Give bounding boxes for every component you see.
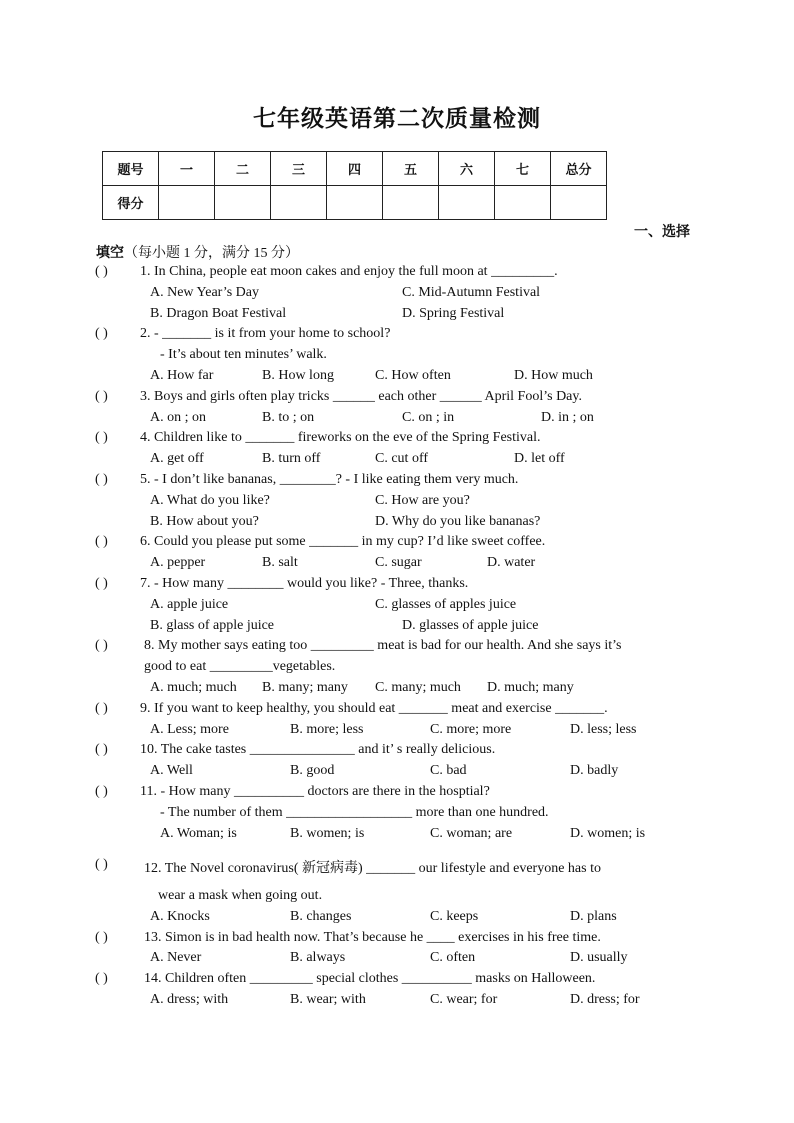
- answer-option[interactable]: D. glasses of apple juice: [402, 618, 539, 633]
- answer-bracket[interactable]: ( ): [95, 930, 108, 945]
- question-stem: 10. The cake tastes _______________ and it’ s really delicious.: [140, 742, 496, 757]
- question-stem-continuation: wear a mask when going out.: [158, 888, 323, 903]
- answer-option[interactable]: A. get off: [150, 451, 204, 466]
- answer-option[interactable]: B. turn off: [262, 451, 321, 466]
- answer-option[interactable]: C. more; more: [430, 722, 512, 737]
- question-stem: 3. Boys and girls often play tricks ______ each other ______ April Fool’s Day.: [140, 389, 582, 404]
- answer-option[interactable]: C. woman; are: [430, 826, 513, 841]
- section-note: （每小题 1 分，满分 15 分）: [124, 246, 299, 261]
- section-heading-part1: 一、选择: [634, 224, 690, 240]
- answer-option[interactable]: D. How much: [514, 368, 593, 383]
- answer-option[interactable]: C. on ; in: [402, 410, 455, 425]
- answer-option[interactable]: D. plans: [570, 909, 617, 924]
- score-header-cell: 一: [159, 152, 215, 186]
- answer-option[interactable]: D. Why do you like bananas?: [375, 514, 541, 529]
- question-stem: 2. - _______ is it from your home to school?: [140, 326, 391, 341]
- score-header-cell: 五: [383, 152, 439, 186]
- answer-bracket[interactable]: ( ): [95, 742, 108, 757]
- question-stem: 7. - How many ________ would you like? - Three, thanks.: [140, 576, 469, 591]
- answer-option[interactable]: D. usually: [570, 950, 628, 965]
- answer-option[interactable]: B. Dragon Boat Festival: [150, 306, 287, 321]
- score-header-cell: 四: [327, 152, 383, 186]
- question-stem: 5. - I don’t like bananas, ________? - I like eating them very much.: [140, 472, 519, 487]
- answer-bracket[interactable]: ( ): [95, 857, 108, 872]
- answer-option[interactable]: B. glass of apple juice: [150, 618, 275, 633]
- answer-option[interactable]: C. cut off: [375, 451, 429, 466]
- answer-option[interactable]: C. How are you?: [375, 493, 470, 508]
- score-header-cell: 二: [215, 152, 271, 186]
- question-stem-continuation: - It’s about ten minutes’ walk.: [160, 347, 327, 362]
- answer-option[interactable]: B. to ; on: [262, 410, 315, 425]
- score-table-score-row: [103, 186, 607, 220]
- answer-option[interactable]: C. sugar: [375, 555, 422, 570]
- answer-option[interactable]: C. Mid-Autumn Festival: [402, 285, 541, 300]
- answer-bracket[interactable]: ( ): [95, 576, 108, 591]
- answer-option[interactable]: A. apple juice: [150, 597, 229, 612]
- answer-option[interactable]: B. always: [290, 950, 346, 965]
- question-stem: 11. - How many __________ doctors are there in the hosptial?: [140, 784, 490, 799]
- question-stem: 1. In China, people eat moon cakes and enjoy the full moon at _________.: [140, 264, 558, 279]
- answer-bracket[interactable]: ( ): [95, 701, 108, 716]
- answer-option[interactable]: C. keeps: [430, 909, 479, 924]
- answer-option[interactable]: D. Spring Festival: [402, 306, 505, 321]
- answer-option[interactable]: C. glasses of apples juice: [375, 597, 517, 612]
- answer-option[interactable]: A. on ; on: [150, 410, 206, 425]
- answer-bracket[interactable]: ( ): [95, 971, 108, 986]
- answer-bracket[interactable]: ( ): [95, 784, 108, 799]
- score-input-cell[interactable]: [271, 186, 327, 220]
- answer-option[interactable]: C. many; much: [375, 680, 461, 695]
- score-input-cell[interactable]: [215, 186, 271, 220]
- answer-option[interactable]: A. dress; with: [150, 992, 229, 1007]
- answer-option[interactable]: C. often: [430, 950, 476, 965]
- score-table-header-row: [103, 152, 607, 186]
- score-header-cell: 七: [495, 152, 551, 186]
- answer-option[interactable]: A. How far: [150, 368, 214, 383]
- answer-option[interactable]: D. water: [487, 555, 536, 570]
- score-row-label: 得分: [103, 186, 159, 220]
- score-header-cell: 三: [271, 152, 327, 186]
- answer-option[interactable]: C. bad: [430, 763, 467, 778]
- answer-option[interactable]: D. dress; for: [570, 992, 640, 1007]
- question-stem: 4. Children like to _______ fireworks on the eve of the Spring Festival.: [140, 430, 541, 445]
- score-header-cell: 题号: [103, 152, 159, 186]
- answer-option[interactable]: B. good: [290, 763, 335, 778]
- answer-option[interactable]: A. Well: [150, 763, 193, 778]
- answer-option[interactable]: C. wear; for: [430, 992, 498, 1007]
- score-input-cell[interactable]: [327, 186, 383, 220]
- question-stem: 8. My mother says eating too _________ meat is bad for our health. And she says it’s: [144, 638, 622, 653]
- section-heading-label: 填空: [96, 245, 124, 261]
- answer-bracket[interactable]: ( ): [95, 534, 108, 549]
- answer-option[interactable]: D. much; many: [487, 680, 574, 695]
- answer-option[interactable]: A. New Year’s Day: [150, 285, 260, 300]
- answer-option[interactable]: D. in ; on: [541, 410, 594, 425]
- answer-option[interactable]: D. badly: [570, 763, 619, 778]
- answer-option[interactable]: B. more; less: [290, 722, 364, 737]
- question-stem-continuation: good to eat _________vegetables.: [144, 659, 336, 674]
- answer-option[interactable]: D. less; less: [570, 722, 637, 737]
- answer-option[interactable]: A. Woman; is: [160, 826, 237, 841]
- answer-option[interactable]: A. Less; more: [150, 722, 229, 737]
- answer-option[interactable]: C. How often: [375, 368, 451, 383]
- score-header-cell: 总分: [551, 152, 607, 186]
- score-input-cell[interactable]: [439, 186, 495, 220]
- score-input-cell[interactable]: [495, 186, 551, 220]
- answer-option[interactable]: A. What do you like?: [150, 493, 270, 508]
- question-stem: 13. Simon is in bad health now. That’s because he ____ exercises in his free time.: [144, 930, 601, 945]
- answer-bracket[interactable]: ( ): [95, 326, 108, 341]
- score-table: [102, 151, 607, 220]
- page-title: 七年级英语第二次质量检测: [253, 106, 541, 132]
- score-header-cell: 六: [439, 152, 495, 186]
- answer-option[interactable]: B. women; is: [290, 826, 365, 841]
- answer-option[interactable]: B. salt: [262, 555, 298, 570]
- answer-option[interactable]: A. pepper: [150, 555, 206, 570]
- question-stem: 9. If you want to keep healthy, you should eat _______ meat and exercise _______.: [140, 701, 608, 716]
- answer-option[interactable]: A. much; much: [150, 680, 237, 695]
- score-input-cell[interactable]: [551, 186, 607, 220]
- answer-bracket[interactable]: ( ): [95, 472, 108, 487]
- answer-option[interactable]: B. How long: [262, 368, 334, 383]
- section-heading-part2: [96, 242, 299, 262]
- question-stem-continuation: - The number of them __________________ more than one hundred.: [160, 805, 549, 820]
- answer-option[interactable]: A. Knocks: [150, 909, 210, 924]
- answer-option[interactable]: B. How about you?: [150, 514, 259, 529]
- question-stem: 6. Could you please put some _______ in my cup? I’d like sweet coffee.: [140, 534, 546, 549]
- answer-option[interactable]: B. many; many: [262, 680, 348, 695]
- answer-option[interactable]: A. Never: [150, 950, 202, 965]
- score-input-cell[interactable]: [383, 186, 439, 220]
- answer-bracket[interactable]: ( ): [95, 638, 108, 653]
- answer-bracket[interactable]: ( ): [95, 430, 108, 445]
- answer-option[interactable]: B. wear; with: [290, 992, 366, 1007]
- question-stem: 14. Children often _________ special clothes __________ masks on Halloween.: [144, 971, 596, 986]
- question-stem: 12. The Novel coronavirus( 新冠病毒) _______ our lifestyle and everyone has to: [144, 861, 601, 876]
- answer-option[interactable]: B. changes: [290, 909, 352, 924]
- answer-bracket[interactable]: ( ): [95, 389, 108, 404]
- answer-option[interactable]: D. women; is: [570, 826, 646, 841]
- score-input-cell[interactable]: [159, 186, 215, 220]
- answer-option[interactable]: D. let off: [514, 451, 565, 466]
- answer-bracket[interactable]: ( ): [95, 264, 108, 279]
